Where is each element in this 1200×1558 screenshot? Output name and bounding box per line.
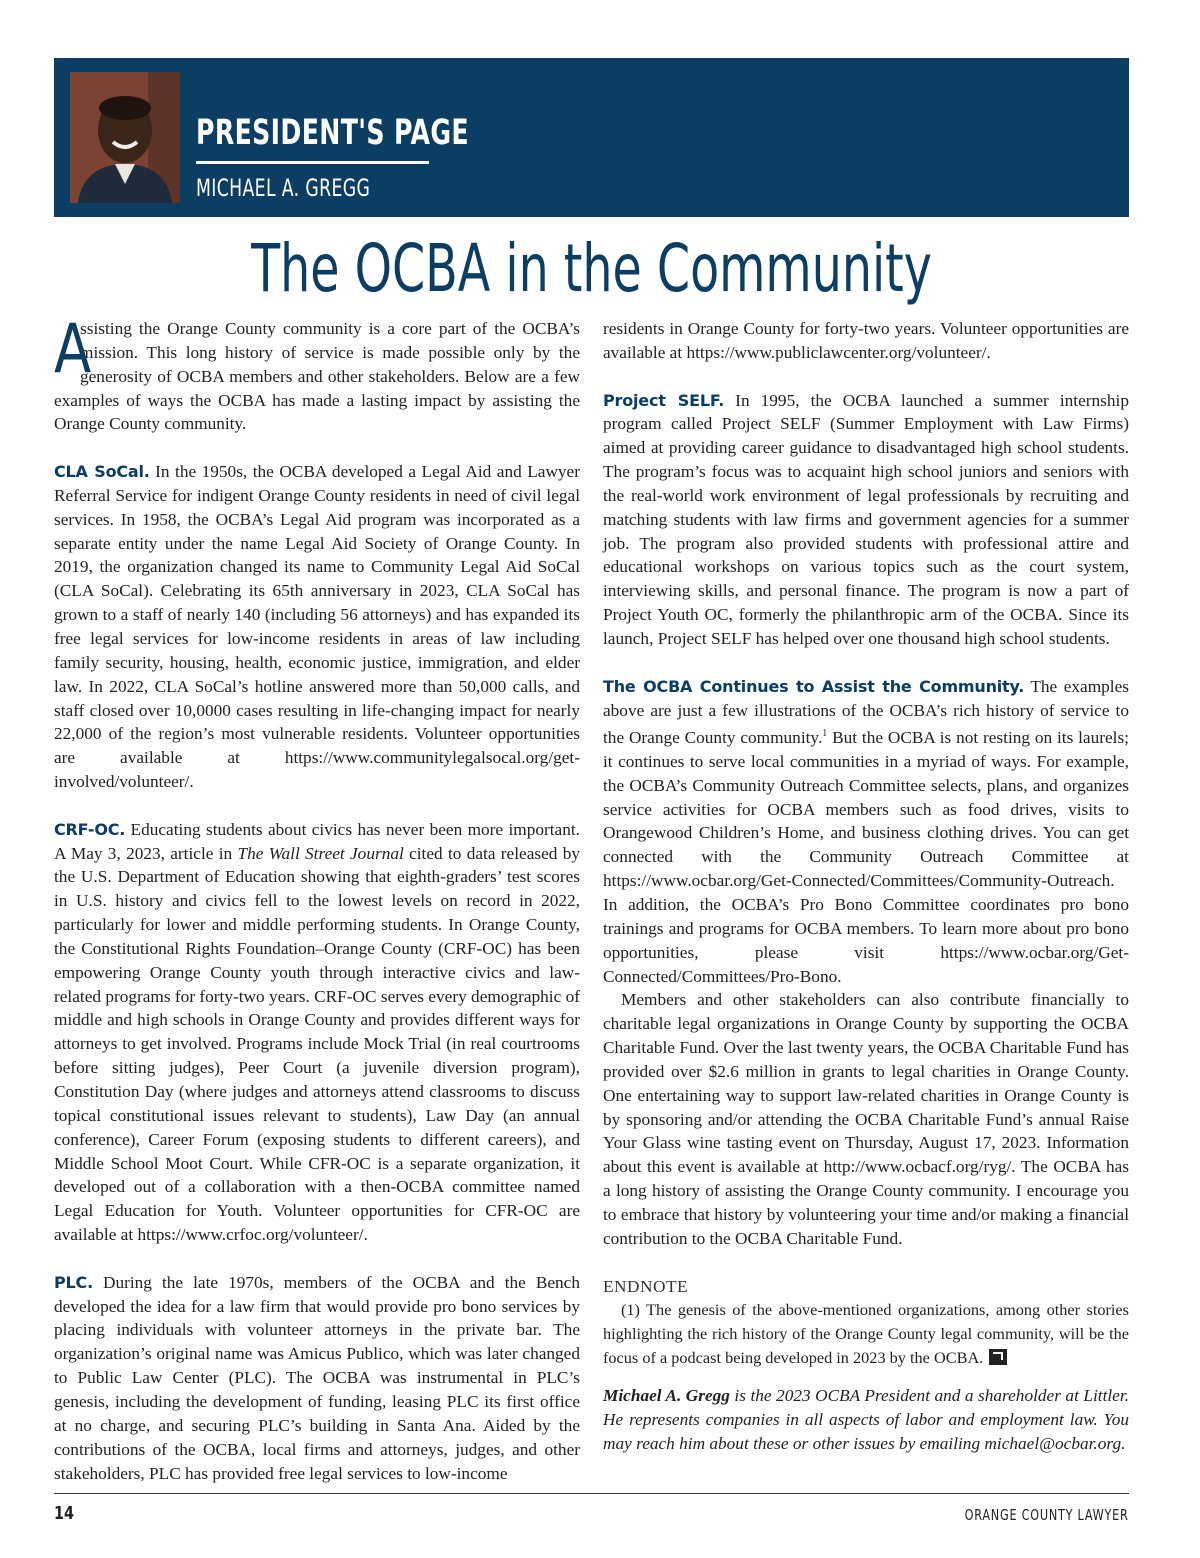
journal-title: The Wall Street Journal <box>237 843 404 863</box>
cla-paragraph <box>54 460 580 794</box>
article-headline: The OCBA in the Community <box>251 230 932 307</box>
page-number: 14 <box>54 1503 75 1524</box>
author-bio <box>603 1384 1129 1456</box>
column-left <box>54 310 580 1485</box>
drop-cap: A <box>54 310 92 389</box>
endnote-body: (1) The genesis of the above-mentioned organizations, among other stories highlighting the rich history of the Orange County legal community, will be the focus of a podcast being developed in 2023 by the OCBA. <box>603 1300 1129 1368</box>
crf-text-a: Educating students about civics has never been more important. A May 3, 2023, article in <box>54 819 580 863</box>
author-name: MICHAEL A. GREGG <box>196 174 371 202</box>
bio-name: Michael A. Gregg <box>603 1385 730 1405</box>
bio-text: is the 2023 OCBA President and a shareholder at Littler. He represents companies in all aspects of labor and employment law. You may reach him about these or other issues by emailing michael@ocbar.org. <box>603 1385 1129 1453</box>
footnote-ref: 1 <box>822 728 828 740</box>
charitable-paragraph: Members and other stakeholders can also contribute financially to charitable legal organizations in Orange County by supporting the OCBA Charitable Fund. Over the last twenty years, the OCBA Charitable Fund has provided over $2.6 million in grants to legal charities in Orange County. One entertaining way to support law-related charities in Orange County is by sponsoring and/or attending the OCBA Charitable Fund’s annual Raise Your Glass wine tasting event on Thursday, August 17, 2023. Information about this event is available at http://www.ocbacf.org/ryg/. The OCBA has a long history of assisting the Orange County community. I encourage you to embrace that history by volunteering your time and/or making a financial contribution to the OCBA Charitable Fund. <box>603 990 1129 1248</box>
crf-paragraph <box>54 818 580 1247</box>
end-mark-icon <box>989 1349 1007 1365</box>
continues-lead: The OCBA Continues to Assist the Community. <box>603 676 1025 696</box>
endnote-text <box>603 1298 1129 1370</box>
author-photo <box>70 72 180 203</box>
self-text: In 1995, the OCBA launched a summer internship program called Project SELF (Summer Employment with Law Firms) aimed at providing career guidance to disadvantaged high school students. The program’s focus was to acquaint high school juniors and seniors with the real-world work environment of legal professionals by recruiting and matching students with law firms and government agencies for a summer job. The program also provided students with professional attire and educational workshops on various topics such as the court system, interviewing skills, and personal finance. The program is now a part of Project Youth OC, formerly the philanthropic arm of the OCBA. Since its launch, Project SELF has helped over one thousand high school students. <box>603 390 1129 648</box>
column-right <box>603 317 1129 1479</box>
publication-name: ORANGE COUNTY LAWYER <box>965 1506 1129 1524</box>
cla-text: In the 1950s, the OCBA developed a Legal Aid and Lawyer Referral Service for indigent Orange County residents in need of civil legal services. In 1958, the OCBA’s Legal Aid program was incorporated as a separate entity under the name Legal Aid Society of Orange County. In 2019, the organization changed its name to Community Legal Aid SoCal (CLA SoCal). Celebrating its 65th anniversary in 2023, CLA SoCal has grown to a staff of nearly 140 (including 56 attorneys) and has expanded its free legal services for low-income residents in areas of law including family security, housing, health, economic justice, immigration, and elder law. In 2022, CLA SoCal’s hotline answered more than 50,000 calls, and staff closed over 10,0000 cases resulting in life-changing impact for nearly 22,000 of the region’s most vulnerable residents. Volunteer opportunities are available at https://www.communitylegalsocal.org/get-involved/volunteer/. <box>54 462 580 792</box>
crf-lead: CRF-OC. <box>54 819 126 839</box>
plc-paragraph <box>54 1271 580 1486</box>
title-divider <box>196 161 429 164</box>
self-paragraph <box>603 389 1129 651</box>
endnote-heading: ENDNOTE <box>603 1276 689 1296</box>
footer-divider <box>54 1493 1129 1494</box>
header-banner <box>54 58 1129 217</box>
plc-continued: residents in Orange County for forty-two years. Volunteer opportunities are available at https://www.publiclawcenter.org/volunteer/. <box>603 319 1129 362</box>
intro-paragraph <box>54 310 580 436</box>
intro-text: ssisting the Orange County community is a core part of the OCBA’s mission. This long history of service is made possible only by the generosity of OCBA members and other stakeholders. Below are a few examples of ways the OCBA has made a lasting impact by assisting the Orange County community. <box>54 319 580 434</box>
plc-text: During the late 1970s, members of the OCBA and the Bench developed the idea for a law firm that would provide pro bono services by placing individuals with volunteer attorneys in the private bar. The organization’s original name was Amicus Publico, which was later changed to Public Law Center (PLC). The OCBA was instrumental in PLC’s genesis, including the development of funding, leasing PLC its first office at no charge, and securing PLC’s building in Santa Ana. Aided by the contributions of the OCBA, local firms and attorneys, judges, and other stakeholders, PLC has provided free legal services to low-income <box>54 1272 580 1483</box>
cla-lead: CLA SoCal. <box>54 462 150 482</box>
continues-text-b: But the OCBA is not resting on its laurels; it continues to serve local communities in a myriad of ways. For example, the OCBA’s Community Outreach Committee selects, plans, and organizes service activities for OCBA members such as food drives, visits to Orangewood Children’s Home, and business clothing drives. You can get connected with the Community Outreach Committee at https://www.ocbar.org/Get-Connected/Committees/Community-Outreach. In addition, the OCBA’s Pro Bono Committee coordinates pro bono trainings and programs for OCBA members. To learn more about pro bono opportunities, please visit https://www.ocbar.org/Get-Connected/Committees/Pro-Bono. <box>603 728 1129 986</box>
self-lead: Project SELF. <box>603 390 725 410</box>
section-title: PRESIDENT'S PAGE <box>196 113 469 153</box>
continues-paragraph <box>603 675 1129 989</box>
plc-lead: PLC. <box>54 1272 93 1292</box>
continues-text-a: The examples above are just a few illustrations of the OCBA’s rich history of service to the Orange County community. <box>603 676 1129 748</box>
crf-text-b: cited to data released by the U.S. Department of Education showing that eighth-graders’ test scores in U.S. history and civics fell to the lowest levels on record in 2022, particularly for lower and middle performing students. In Orange County, the Constitutional Rights Foundation–Orange County (CRF-OC) has been empowering Orange County youth through interactive civics and law-related programs for forty-two years. CRF-OC serves every demographic of middle and high schools in Orange County and provides different ways for attorneys to get involved. Programs include Mock Trial (in real courtrooms before sitting judges), Peer Court (a juvenile diversion program), Constitution Day (where judges and attorneys attend classrooms to discuss topical constitutional issues relevant to students), Law Day (an annual conference), Career Forum (exposing students to different careers), and Middle School Moot Court. While CFR-OC is a separate organization, it developed out of a collaboration with a then-OCBA committee named Legal Education for Youth. Volunteer opportunities for CFR-OC are available at https://www.crfoc.org/volunteer/. <box>54 843 580 1245</box>
